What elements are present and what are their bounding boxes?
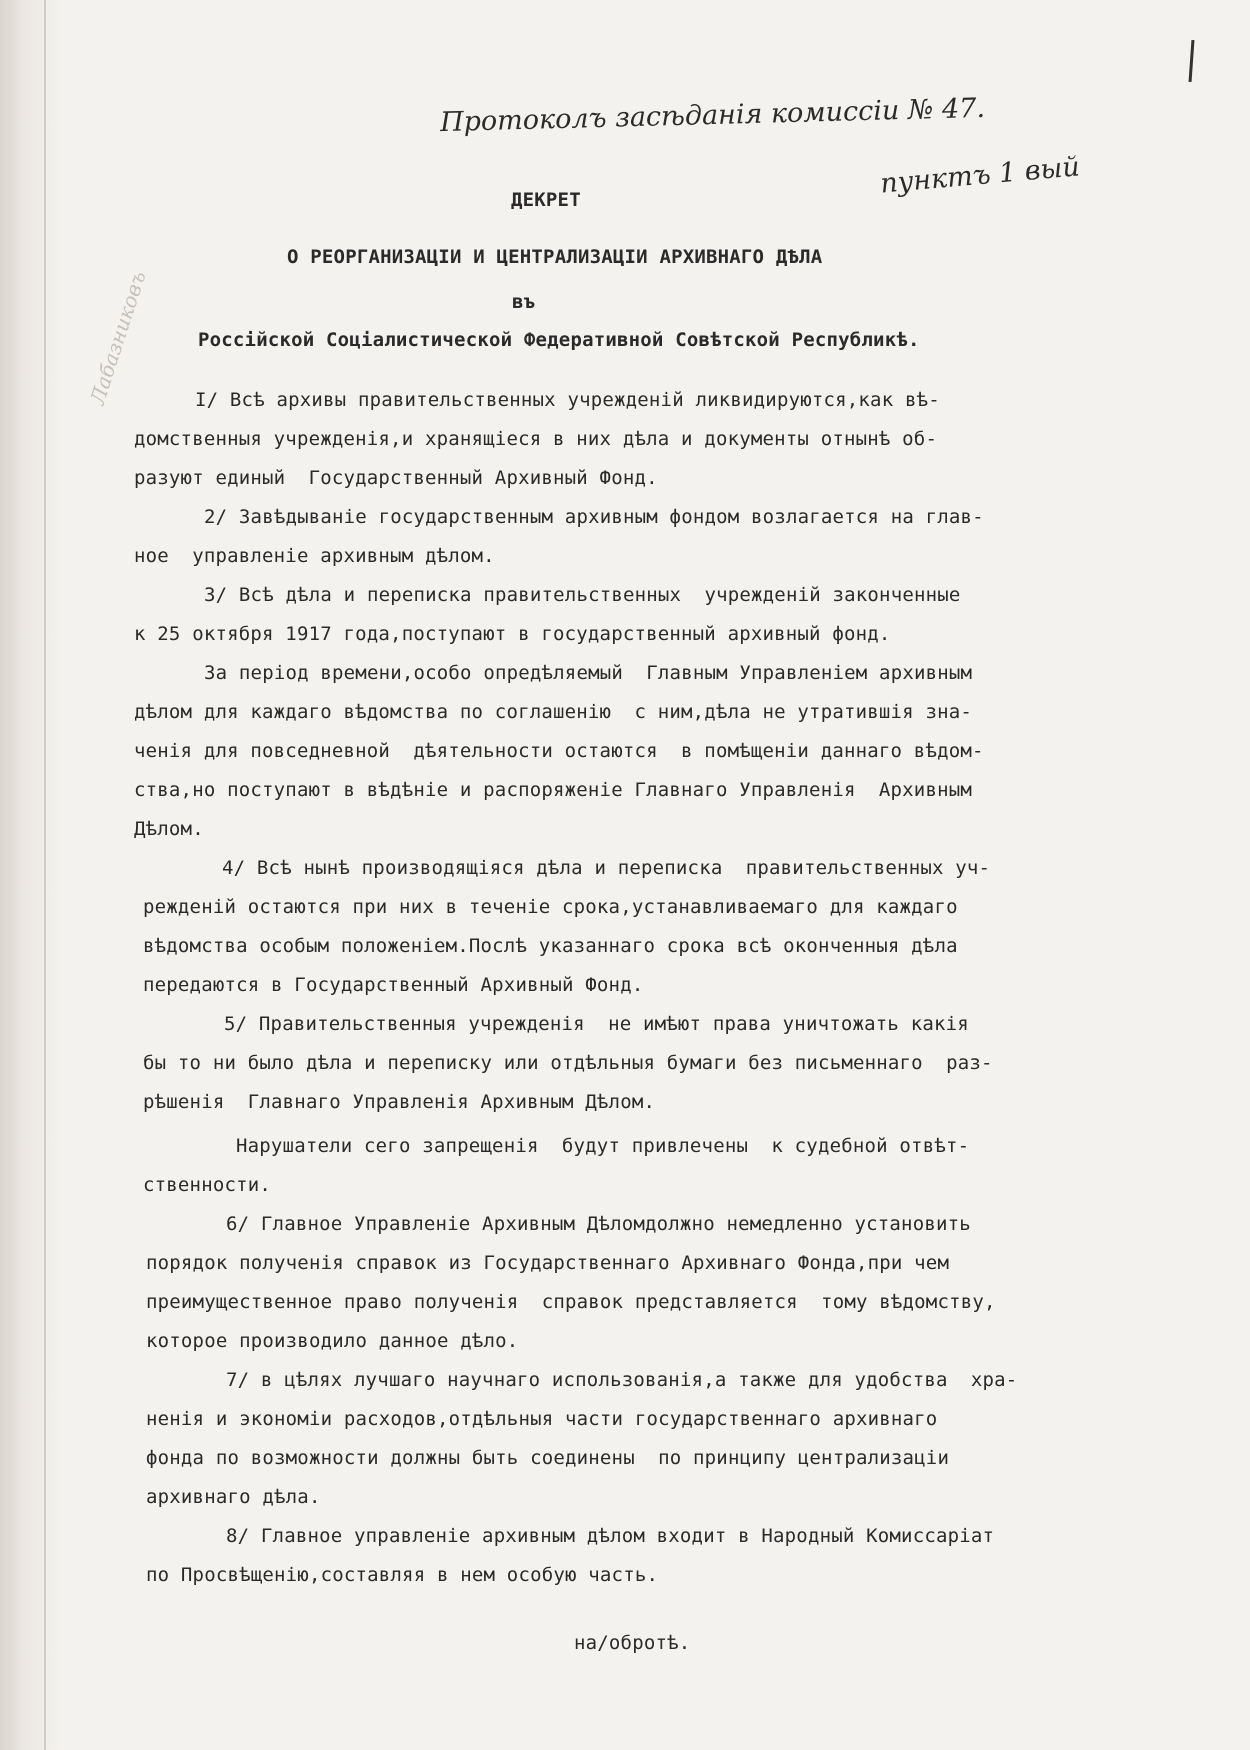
body-line: I/ Всѣ архивы правительственных учрежденій ликвидируются,как вѣ-	[195, 389, 940, 411]
pencil-margin-note: Лабазниковъ	[85, 268, 151, 408]
body-line: 5/ Правительственныя учрежденія не имѣют права уничтожать какія	[224, 1013, 969, 1035]
body-line: рѣшенія Главнаго Управленія Архивным Дѣлом.	[143, 1091, 656, 1113]
body-line: ства,но поступают в вѣдѣніе и распоряженіе Главнаго Управленія Архивным	[134, 779, 973, 801]
body-line: ченія для повседневной дѣятельности остаются в помѣщеніи даннаго вѣдом-	[134, 740, 984, 762]
document-subtitle-country: Россійской Соціалистической Федеративной Совѣтской Республикѣ.	[198, 329, 920, 351]
body-line: которое производило данное дѣло.	[146, 1330, 519, 1352]
page-number-mark	[1189, 40, 1195, 82]
body-line: ное управленіе архивным дѣлом.	[134, 545, 495, 567]
body-line: архивнаго дѣла.	[146, 1486, 321, 1508]
page-edge-shadow	[0, 0, 60, 1750]
body-line: передаются в Государственный Архивный Фонд.	[143, 974, 644, 996]
body-line: 2/ Завѣдываніе государственным архивным фондом возлагается на глав-	[204, 506, 984, 528]
document-title: ДЕКРЕТ	[511, 189, 581, 211]
body-line: преимущественное право полученія справок представляется тому вѣдомству,	[146, 1291, 996, 1313]
body-line: За період времени,особо опредѣляемый Главным Управленіем архивным	[204, 662, 973, 684]
body-line: ственности.	[143, 1174, 272, 1196]
body-line: 4/ Всѣ нынѣ производящіяся дѣла и переписка правительственных уч-	[222, 857, 991, 879]
document-subtitle: О РЕОРГАНИЗАЦІИ И ЦЕНТРАЛИЗАЦІИ АРХИВНАГО ДѢЛА	[287, 246, 823, 268]
binding-fold	[44, 0, 46, 1750]
body-line: 3/ Всѣ дѣла и переписка правительственных учрежденій законченные	[204, 584, 961, 606]
handwritten-protocol-note: Протоколъ засѣданія комиссіи № 47.	[439, 92, 986, 139]
body-line: Нарушатели сего запрещенія будут привлечены к судебной отвѣт-	[236, 1135, 970, 1157]
body-line: 6/ Главное Управленіе Архивным Дѣломдолжно немедленно установить	[226, 1213, 971, 1235]
body-line: ненія и экономіи расходов,отдѣльныя части государственнаго архивнаго	[146, 1408, 938, 1430]
body-line: порядок полученія справок из Государственнаго Архивнаго Фонда,при чем	[146, 1252, 950, 1274]
body-line: вѣдомства особым положеніем.Послѣ указаннаго срока всѣ оконченныя дѣла	[143, 935, 958, 957]
body-line: бы то ни было дѣла и переписку или отдѣльныя бумаги без письменнаго раз-	[143, 1052, 993, 1074]
body-line: дѣлом для каждаго вѣдомства по соглашенію с ним,дѣла не утратившія зна-	[134, 701, 973, 723]
document-subtitle-preposition: въ	[512, 291, 536, 313]
body-line: фонда по возможности должны быть соединены по принципу централизаціи	[146, 1447, 950, 1469]
body-line: режденій остаются при них в теченіе срока,устанавливаемаго для каждаго	[143, 896, 958, 918]
body-line: домственныя учрежденія,и хранящіеся в них дѣла и документы отнынѣ об-	[134, 428, 938, 450]
body-line: 8/ Главное управленіе архивным дѣлом входит в Народный Комиссаріат	[226, 1525, 995, 1547]
handwritten-item-note: пунктъ 1 вый	[879, 151, 1081, 200]
body-line: к 25 октября 1917 года,поступают в государственный архивный фонд.	[134, 623, 891, 645]
body-line: по Просвѣщенію,составляя в нем особую часть.	[146, 1564, 659, 1586]
body-line: Дѣлом.	[134, 818, 204, 840]
body-line: 7/ в цѣлях лучшаго научнаго использованія,а также для удобства хра-	[226, 1369, 1018, 1391]
turn-page-note: на/обротѣ.	[574, 1632, 691, 1654]
body-line: разуют единый Государственный Архивный Фонд.	[134, 467, 658, 489]
